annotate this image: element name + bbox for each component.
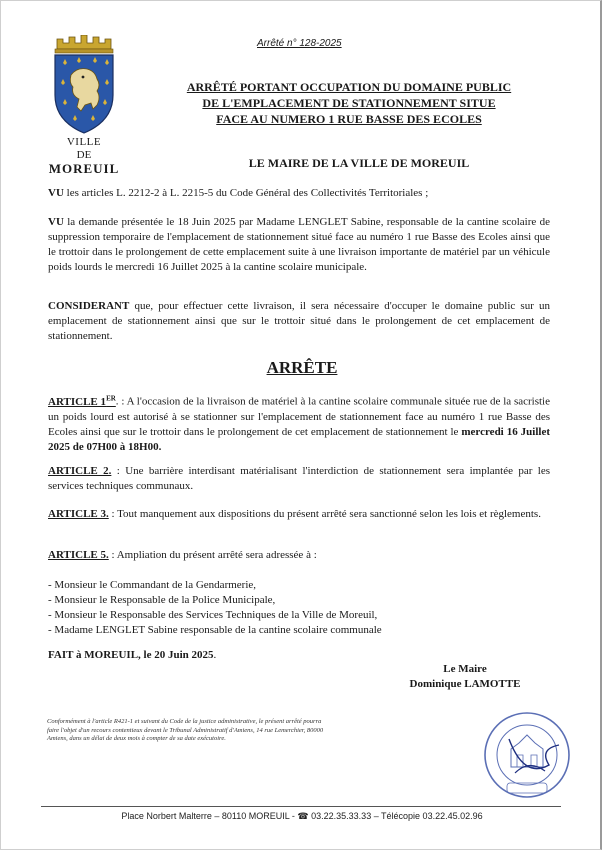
- ville-line: VILLE: [66, 136, 102, 148]
- signature-name: Dominique LAMOTTE: [409, 678, 521, 690]
- article-5-text: : Ampliation du présent arrêté sera adressée à :: [108, 549, 317, 561]
- de-line: DE: [76, 149, 92, 161]
- arrete-heading: ARRÊTE: [266, 358, 338, 377]
- vu-lead: VU: [48, 216, 64, 228]
- footer-divider: [41, 806, 561, 807]
- article-1: [48, 391, 550, 455]
- town-crest-icon: [47, 35, 121, 135]
- article-1-label: ARTICLE 1ER: [48, 394, 116, 408]
- article-2-text: : Une barrière interdisant matérialisant l'interdiction de stationnement sera implantée par les services techniques communaux.: [48, 465, 550, 492]
- considerant-paragraph: [48, 299, 550, 344]
- article-1-text: . : A l'occasion de la livraison de matériel à la cantine scolaire communale située rue de la sacristie un poids lourd est autorisé à se stationner sur l'emplacement de stationnement face au numéro 1 rue Basse des Ecoles ainsi que sur le trottoir dans le prolongement de cet emplacement de stationnement le: [48, 395, 550, 438]
- article-3-label: ARTICLE 3.: [48, 508, 109, 520]
- article-3: [48, 507, 550, 522]
- footer-address: Place Norbert Malterre – 80110 MOREUIL - ☎ 03.22.35.33.33 – Télécopie 03.22.45.02.96: [121, 811, 483, 821]
- article-3-text: : Tout manquement aux dispositions du présent arrêté sera sanctionné selon les lois et règlements.: [108, 508, 541, 520]
- title-line-3: FACE AU NUMERO 1 RUE BASSE DES ECOLES: [216, 112, 482, 126]
- considerant-lead: CONSIDERANT: [48, 300, 130, 312]
- document-title: [151, 79, 547, 127]
- mairie-stamp-icon: [479, 709, 575, 801]
- moreuil-line: MOREUIL: [48, 161, 120, 176]
- list-item: - Monsieur le Commandant de la Gendarmerie,: [48, 579, 257, 591]
- list-item: - Madame LENGLET Sabine responsable de la cantine scolaire communale: [48, 624, 382, 636]
- maire-heading: LE MAIRE DE LA VILLE DE MOREUIL: [248, 156, 470, 170]
- legal-notice: Conformément à l'article R421-1 et suivant du Code de la justice administrative, le présent arrêté pourra faire l'objet d'un recours contentieux devant le Tribunal Administratif d'Amiens, 14 rue Lemerchier, 80000 Amiens, dans un délai de deux mois à compter de sa date exécutoire.: [47, 718, 324, 742]
- vu-paragraph-2: [48, 215, 550, 275]
- title-line-1: ARRÊTÉ PORTANT OCCUPATION DU DOMAINE PUBLIC: [186, 80, 512, 94]
- list-item: - Monsieur le Responsable des Services Techniques de la Ville de Moreuil,: [48, 609, 378, 621]
- article-2: [48, 464, 550, 494]
- ampliation-list: [48, 578, 550, 638]
- fait-a-moreuil: FAIT à MOREUIL, le 20 Juin 2025.: [48, 649, 217, 661]
- considerant-text: que, pour effectuer cette livraison, il sera nécessaire d'occuper le domaine public sur un emplacement de stationnement ainsi que sur le trottoir situé dans le prolongement de cet emplacement de stationnement.: [48, 300, 550, 342]
- vu-lead: VU: [48, 187, 64, 199]
- vu-text: les articles L. 2212-2 à L. 2215-5 du Code Général des Collectivités Territoriales ;: [63, 187, 429, 199]
- fait-date: FAIT à MOREUIL, le 20 Juin 2025: [48, 649, 214, 661]
- vu-text: la demande présentée le 18 Juin 2025 par Madame LENGLET Sabine, responsable de la cantine scolaire de suppression temporaire de l'emplacement de stationnement situé face au numéro 1 rue Basse des Ecoles ainsi que le trottoir dans le prolongement de cette emplacement suite à une livraison importante de matériel par un véhicule poids lourds le mercredi 16 Juillet 2025 à la cantine scolaire municipale.: [48, 216, 550, 273]
- signature-role: Le Maire: [443, 663, 487, 675]
- ville-de-moreuil-label: [41, 136, 127, 175]
- list-item: - Monsieur le Responsable de la Police Municipale,: [48, 594, 276, 606]
- arrete-number: Arrêté n° 128-2025: [257, 38, 342, 49]
- article-1-date: mercredi 16 Juillet 2025 de 07H00 à 18H00.: [48, 425, 550, 453]
- article-5: [48, 548, 550, 563]
- article-2-label: ARTICLE 2.: [48, 465, 112, 477]
- article-5-label: ARTICLE 5.: [48, 549, 109, 561]
- signature-block: [397, 662, 533, 692]
- vu-paragraph-1: [48, 186, 550, 201]
- title-line-2: DE L'EMPLACEMENT DE STATIONNEMENT SITUE: [202, 96, 496, 110]
